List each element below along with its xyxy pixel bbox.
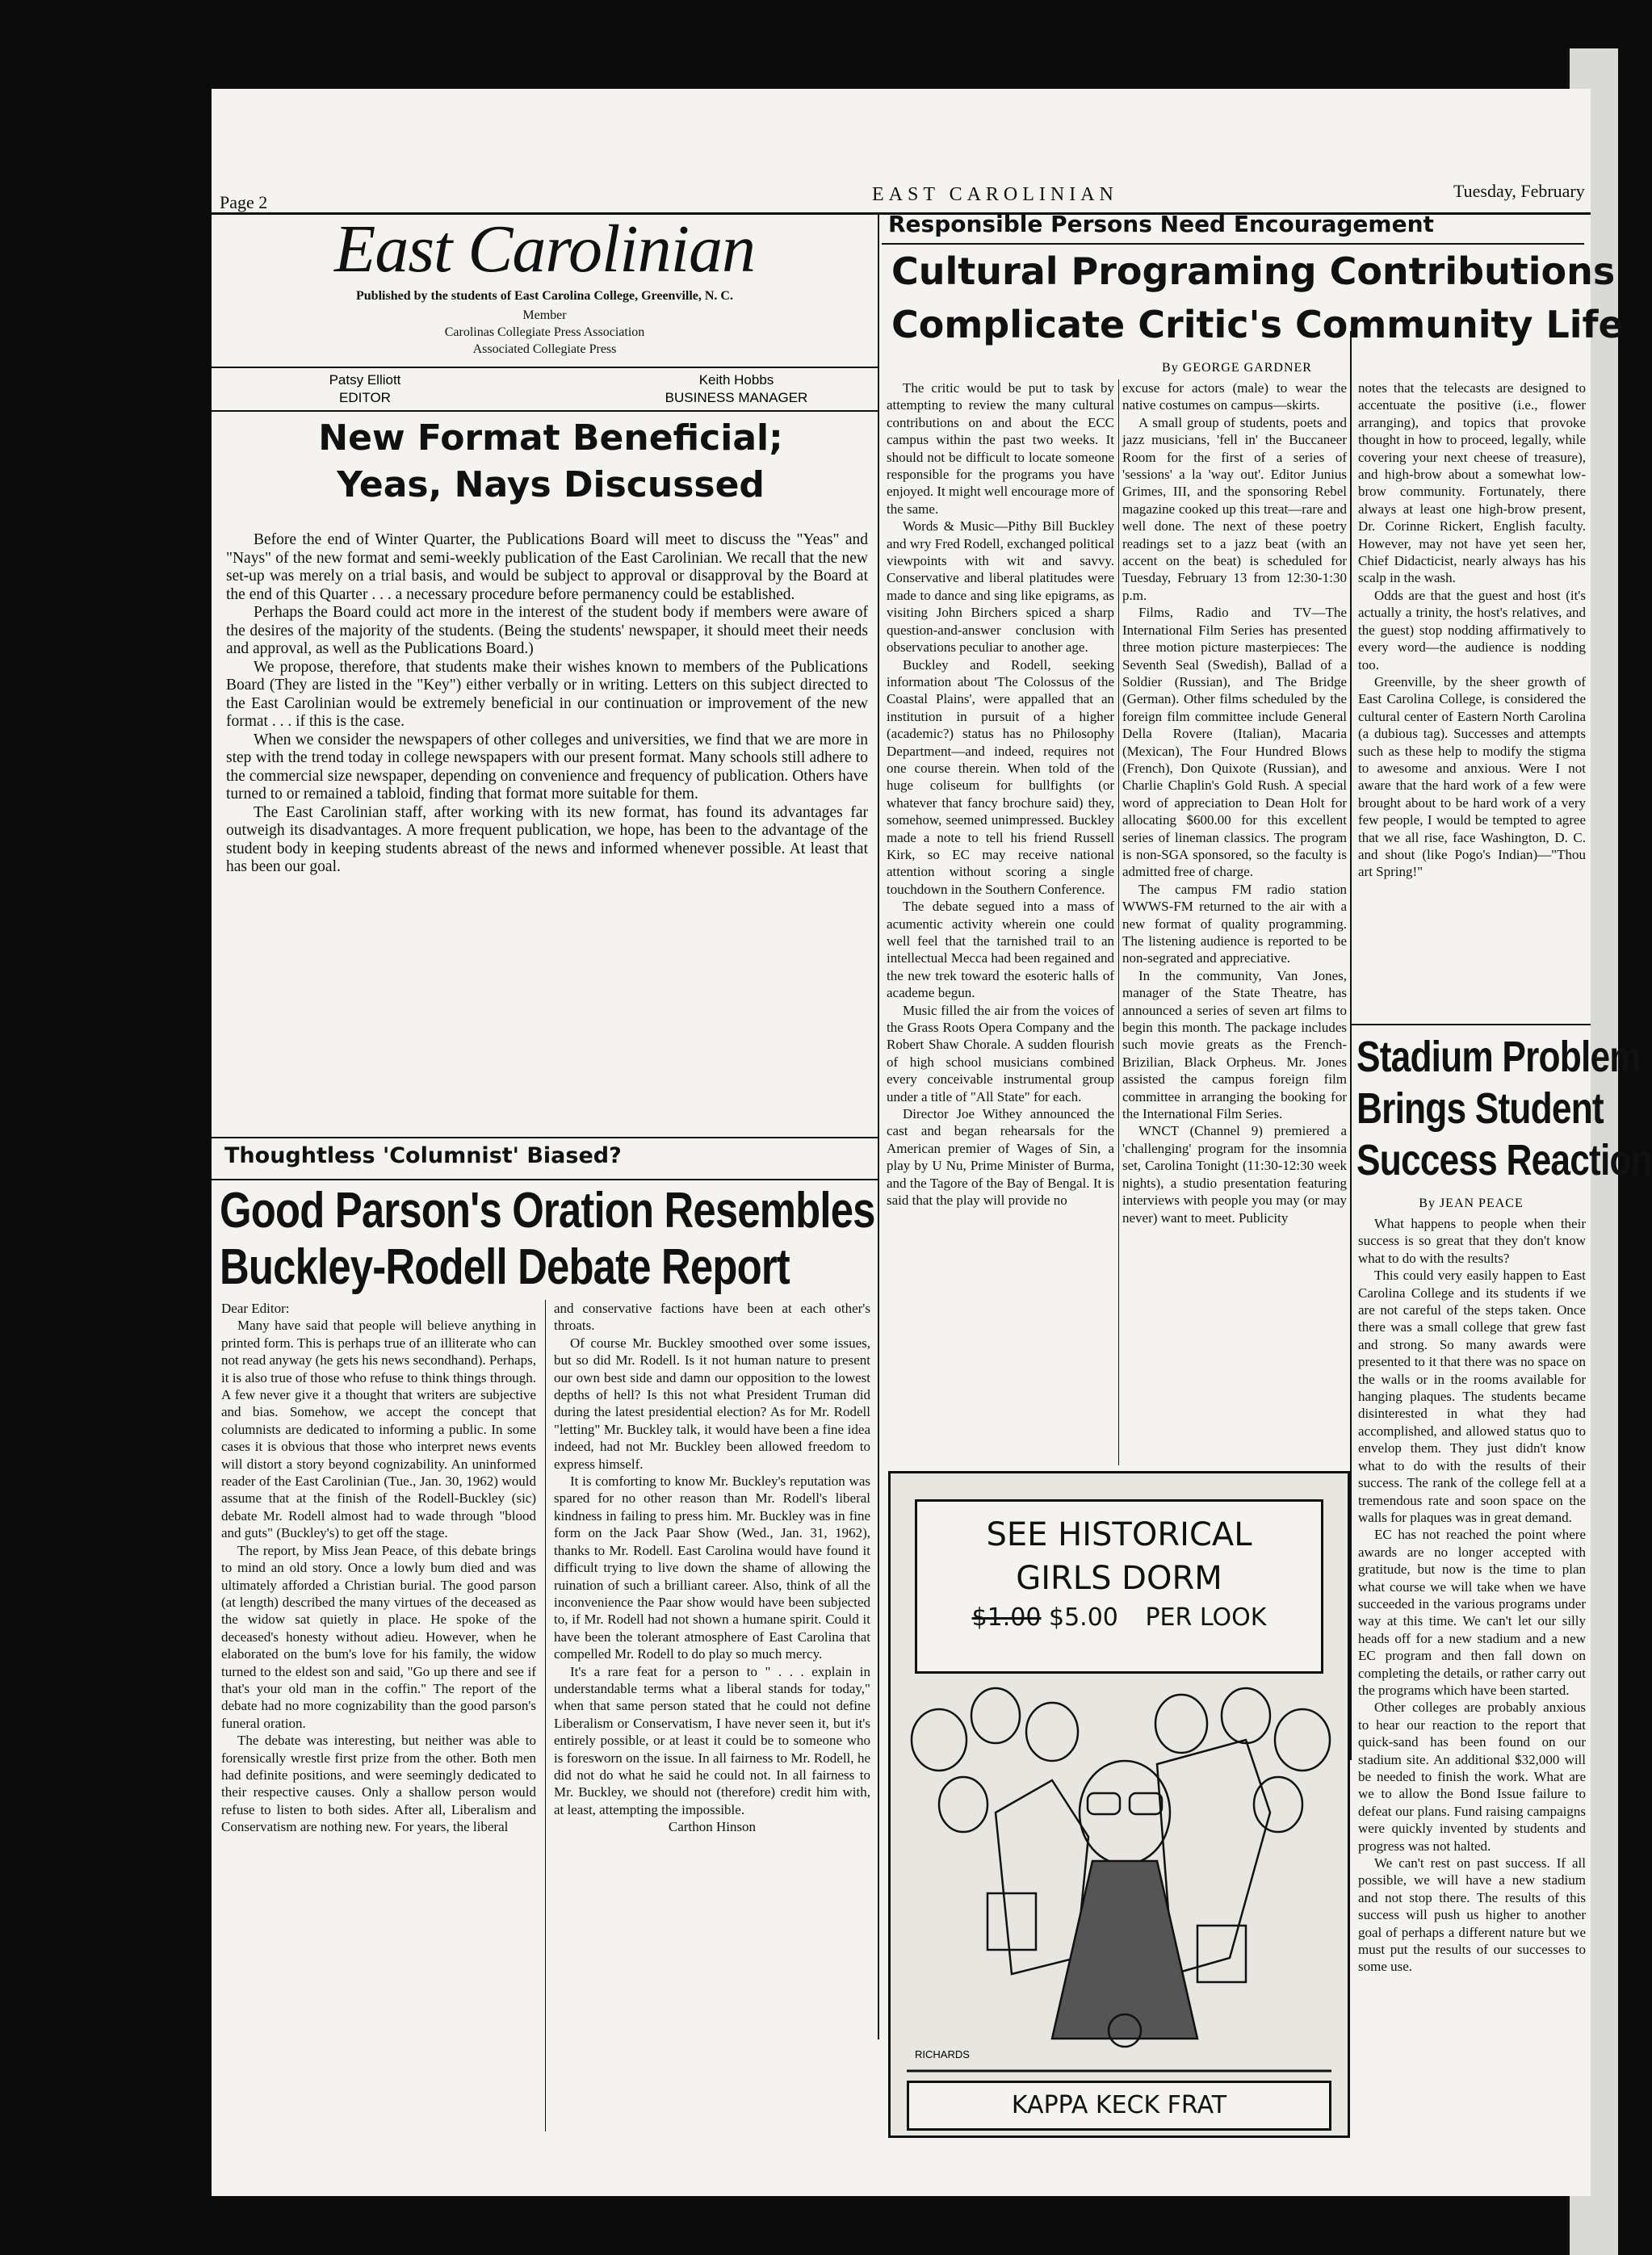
barker-glasses (1130, 1793, 1162, 1814)
review-column-3 (1358, 379, 1586, 881)
sweater-letter (1197, 1926, 1246, 1982)
editor-name: Patsy Elliott (329, 372, 401, 388)
column-divider-left (878, 215, 879, 2039)
letter-paragraph: It's a rare feat for a person to " . . . explain in understandable terms what a liberal stands for today," when that same person stated that he could not define Liberalism or Conservatism, I have never seen it, but it's entirely possible, or at least it could be to someone who is foresworn on the issue. In all fairness to Mr. Rodell, he did not do what he said he could not. In all fairness to Mr. Buckley, we should not (therefore) credit him with, at least, attempting the impossible. (554, 1663, 870, 1817)
stadium-headline-3: Success Reaction (1356, 1136, 1652, 1184)
review-paragraph: The critic would be put to task by attempting to review the many cultural contributions on and about the ECC campus within the past two weeks. It should not be difficult to locate someone responsible for the programs you have enjoyed. It might well encourage more of the same. (887, 380, 1114, 517)
sign-old-price: $1.00 (971, 1603, 1042, 1632)
editorial-paragraph: Perhaps the Board could act more in the interest of the student body if members were aware of the desires of the majority of the students. (Being the students' newspaper, it should meet their needs and approval, as well as the Publications Board.) (226, 604, 868, 657)
sign-line-3: PER LOOK (1145, 1603, 1267, 1632)
review-column-divider (1118, 379, 1119, 1465)
review-byline: By GEORGE GARDNER (1162, 361, 1312, 375)
review-paragraph: WNCT (Channel 9) premiered a 'challenging' program for the insomnia set, Carolina Tonight (11:30-12:30 week nights), a studio presentation featuring interviews with people you may (or may never) want to meet. Publicity (1122, 1123, 1347, 1226)
masthead-association-2: Associated Collegiate Press (472, 342, 617, 356)
review-paragraph: Music filled the air from the voices of the Grass Roots Opera Company and the Robert Shaw Chorale. A sudden flourish of high school musicians combined every conceivable instrumental group under a title of "All State" for each. (887, 1002, 1114, 1104)
sweater-letter (987, 1893, 1036, 1950)
header-date: Tuesday, February (1453, 181, 1585, 201)
letter-kicker: Thoughtless 'Columnist' Biased? (224, 1143, 622, 1168)
review-headline-1: Cultural Programing Contributions (891, 249, 1616, 293)
manager-name: Keith Hobbs (698, 372, 774, 388)
letter-salutation: Dear Editor: (221, 1301, 290, 1316)
letter-headline-2: Buckley-Rodell Debate Report (220, 1239, 790, 1295)
letter-column-2 (554, 1300, 870, 1836)
header-paper-name: EAST CAROLINIAN (872, 184, 1118, 205)
editorial-headline-2: Yeas, Nays Discussed (337, 464, 765, 505)
review-paragraph: A small group of students, poets and jazz musicians, 'fell in' the Buccaneer Room for the first of a series of 'sessions' a la 'way out'. Editor Junius Grimes, III, and the sponsoring Rebel magazine cooked up this treat—rare and well done. The next of these poetry readings set to a jazz beat (with an accent on the beat) is scheduled for Tuesday, February 13 from 12:30-1:30 p.m. (1122, 414, 1347, 603)
letter-paragraph: Of course Mr. Buckley smoothed over some issues, but so did Mr. Rodell. Is it not human nature to present our own best side and damn our opposition to the lowest depths of hell? Is this not what President Truman did during the latest presidential election? As for Mr. Rodell "letting" Mr. Buckley talk, it would have been a fine idea indeed, had not Mr. Buckley been allowed freedom to express himself. (554, 1335, 870, 1472)
letter-paragraph: The report, by Miss Jean Peace, of this debate brings to mind an old story. Once a lowly bum died and was ultimately afforded a Christian burial. The good parson (at length) described the many virtues of the deceased as the widow sat quietly in place. He spoke of the deceased's honesty without adieu. However, when he elaborated on the bum's love for his family, the widow turned to the eldest son and said, "Go up there and see if that's your old man in the coffin." The report of the debate had no more cognizability than the good parson's funeral oration. (221, 1542, 536, 1731)
masthead-rule-top (212, 367, 878, 368)
review-paragraph: In the community, Van Jones, manager of the State Theatre, has announced a series of seven art films to begin this month. The package includes such movie greats as the French-Brizilian, Black Orpheus. Mr. Jones assisted the campus foreign film committee in arranging the booking for the International Film Series. (1122, 967, 1347, 1122)
editorial-headline-1: New Format Beneficial; (318, 417, 783, 459)
letter-paragraph: and conservative factions have been at each other's throats. (554, 1301, 870, 1334)
editorial-paragraph: Before the end of Winter Quarter, the Publications Board will meet to discuss the "Yeas" and "Nays" of the new format and semi-weekly publication of the East Carolinian. We recall that the new set-up was merely on a trial basis, and would be subject to approval or disapproval by the Board at the end of this Quarter . . . a necessary procedure before permanency could be established. (226, 531, 868, 603)
review-paragraph: Buckley and Rodell, seeking information about 'The Colossus of the Coastal Plains', were appalled that an institution in pursuit of a higher (academic?) status has no Philosophy Department—and indeed, requires not one course therein. When told of the huge coliseum for bullfights (or whatever that fancy brochure said) they, somehow, seemed unimpressed. Buckley made a note to tell his friend Russell Kirk, so EC may receive national attention without scoring a single touchdown in the Southern Conference. (887, 656, 1114, 897)
editorial-end-rule (212, 1137, 878, 1138)
editor-title: EDITOR (339, 390, 391, 405)
editorial-body (226, 531, 868, 877)
stadium-paragraph: What happens to people when their success is so great that they don't know what to do with the results? (1358, 1216, 1586, 1266)
editorial-cartoon (888, 1471, 1350, 2138)
review-end-rule (1352, 1024, 1591, 1025)
crowd-face (939, 1777, 987, 1832)
masthead-member: Member (522, 308, 567, 322)
review-headline-2: Complicate Critic's Community Life (891, 303, 1624, 346)
letter-column-1 (221, 1300, 536, 1836)
stadium-paragraph: Other colleges are probably anxious to hear our reaction to the report that quick-sand has been found on our stadium site. An additional $32,000 will be needed to finish the work. What are we to allow the Bond Issue failure to defeat our plans. Fund raising campaigns were quickly invented by students and progress was not halted. (1358, 1700, 1586, 1854)
page-number: Page 2 (220, 192, 268, 212)
review-paragraph: excuse for actors (male) to wear the native costumes on campus—skirts. (1122, 380, 1347, 413)
review-column-2 (1122, 379, 1347, 1226)
barker-head (1080, 1761, 1170, 1864)
letter-paragraph: The debate was interesting, but neither was able to forensically wrestle first prize from the other. Both men had definite positions, and were seemingly dedicated to their respective causes. Only a shallow person would refuse to listen to both sides. After all, Liberalism and Conservatism are nothing new. For years, the liberal (221, 1733, 536, 1835)
review-kicker: Responsible Persons Need Encouragement (888, 211, 1434, 237)
crowd-face (1222, 1688, 1270, 1743)
letter-paragraph: It is comforting to know Mr. Buckley's reputation was spared for no other reason than Mr. Rodell's liberal kindness in failing to press him. Mr. Buckley was in fine form on the Jack Paar Show (Wed., Jan. 31, 1962), thanks to Mr. Rodell. East Carolina would have found it difficult trying to live down the shame of allowing the ruination of such a brilliant career. Also, think of all the inconvenience the Paar show would have been subjected to, if Mr. Rodell had not shown a humane spirit. Could it have been the tolerant atmosphere of East Carolina that compelled Mr. Rodell to do play so much mercy. (554, 1473, 870, 1662)
crowd-face (1275, 1709, 1330, 1771)
column-divider-right (1350, 331, 1352, 1760)
editorial-paragraph: The East Carolinian staff, after working with its new format, has found its advantages far outweigh its disadvantages. A more frequent publication, we hope, has been to the advantage of the student body in keeping students abreast of the news and informed whenever possible. At least that has been our goal. (226, 803, 868, 875)
crowd-face (912, 1709, 966, 1771)
masthead-published-by: Published by the students of East Carolina College, Greenville, N. C. (356, 289, 733, 303)
crowd-face (1155, 1695, 1207, 1753)
letter-paragraph: Many have said that people will believe anything in printed form. This is perhaps true of an illiterate who can not read anyway (he gets his news secondhand). Perhaps, it is also true of those who refuse to think things through. A few never give it a thought that writers are subjective and bias. Somehow, we accept the concept that columnists are dedicated to informing a public. In some cases it is obvious that those who interpret news events will distort a story beyond cognizability. An uninformed reader of the East Carolinian (Tue., Jan. 30, 1962) would assume that at the finish of the Rodell-Buckley (sic) debate Mr. Rodell almost had to wade through "blood and guts" (Buckley's) to get off the stage. (221, 1318, 536, 1541)
stadium-body (1358, 1215, 1586, 1976)
review-column-1 (887, 379, 1114, 1209)
review-paragraph: Greenville, by the sheer growth of East Carolina College, is considered the cultural center of Eastern North Carolina (a dubious tag). Successes and attempts such as these help to modify the stigma to awesome and anxious. Were I not aware that the hard work of a few were brought about to be hard work of a very few people, I would be tempted to agree that we all rise, face Washington, D. C. and shout (like Pogo's Indian)—"Thou art Spring!" (1358, 673, 1586, 880)
megaphone (1052, 1861, 1197, 2039)
stadium-headline-2: Brings Student (1356, 1084, 1604, 1133)
newspaper-page (212, 89, 1652, 2196)
historical-dorm-sign (915, 1499, 1323, 1674)
review-paragraph: notes that the telecasts are designed to accentuate the positive (i.e., flower arranging), and topics that provoke thought in how to proceed, legally, while covering your next cheese of treasure), and high-brow about a somewhat low-brow community. Fortunately, there always at least one high-brow present, Dr. Corinne Rickert, English faculty. However, may not have yet seen her, Chief Didacticist, nearly always has his scalp in the wash. (1358, 380, 1586, 586)
frat-sign: KAPPA KECK FRAT (907, 2081, 1331, 2131)
review-paragraph: Films, Radio and TV—The International Film Series has presented three motion picture masterpieces: The Seventh Seal (Swedish), Ballad of a Soldier (Russian), and The Bridge (German). Other films scheduled by the foreign film committee include General Della Rovere (Italian), Macaria (Mexican), The Four Hundred Blows (French), Don Quixote (Russian), and Charlie Chaplin's Gold Rush. A special word of appreciation to Dean Holt for allocating $600.00 for this excellent series of lineman classics. The program is non-SGA sponsored, so the faculty is admitted free of charge. (1122, 605, 1347, 880)
review-paragraph: Director Joe Withey announced the cast and began rehearsals for the American premier of Wages of Sin, a play by U Nu, Prime Minister of Burma, and the Tagore of the Bay of Bengal. It is said that the play will provide no (887, 1106, 1114, 1209)
editorial-paragraph: When we consider the newspapers of other colleges and universities, we find that we are more in step with the trend today in college newspapers with our present format. Many schools still adhere to the commercial size newspaper, depending on convenience and frequency of publication. Others have turned to or remained a tabloid, finding that format more suitable for them. (226, 731, 868, 803)
review-paragraph: Words & Music—Pithy Bill Buckley and wry Fred Rodell, exchanged political viewpoints with wit and savvy. Conservative and liberal platitudes were made to dance and sing like epigrams, as visiting John Birchers spiced a sharp question-and-answer conclusion with observations peculiar to another age. (887, 518, 1114, 656)
sign-line-1: SEE HISTORICAL (986, 1516, 1252, 1553)
stadium-paragraph: We can't rest on past success. If all possible, we will have a new stadium and not stop there. The results of this success will push us higher to another goal of perhaps a different nature but we must put the results of our successes to some use. (1358, 1855, 1586, 1975)
stadium-headline-1: Stadium Problem (1356, 1033, 1641, 1081)
crowd-face (1026, 1703, 1078, 1761)
masthead-association-1: Carolinas Collegiate Press Association (444, 325, 645, 339)
letter-signature: Carthon Hinson (668, 1819, 757, 1835)
stadium-paragraph: EC has not reached the point where awards are no longer accepted with gratitude, but now is the time to plan what course we will take when we have succeeded in the various programs under way at this time. We can't let our silly heads off for a new stadium and a new EC program and then fall down on completing the details, or rather carry out the programs which have been started. (1358, 1527, 1586, 1698)
cartoon-artist-signature: RICHARDS (915, 2048, 970, 2060)
manager-title: BUSINESS MANAGER (665, 390, 808, 405)
sign-line-2: GIRLS DORM (1016, 1560, 1222, 1597)
crowd-face (971, 1688, 1020, 1743)
letter-kicker-rule (212, 1179, 878, 1180)
letter-column-divider (545, 1300, 546, 2131)
sign-new-price: $5.00 (1049, 1603, 1118, 1632)
masthead-rule-bottom (212, 410, 878, 412)
review-paragraph: The campus FM radio station WWWS-FM returned to the air with a new format of quality programming. The listening audience is reported to be non-segrated and appreciative. (1122, 881, 1347, 966)
editorial-paragraph: We propose, therefore, that students make their wishes known to members of the Publications Board (They are listed in the "Key") either verbally or in writing. Letters on this subject directed to the East Carolinian would be extremely beneficial in our continuation or improvement of the new format . . . if this is the case. (226, 658, 868, 730)
review-kicker-rule (882, 243, 1584, 245)
masthead-title: East Carolinian (334, 212, 755, 287)
review-paragraph: Odds are that the guest and host (it's actually a trinity, the host's relatives, and the guest) stop nodding affirmatively to every word—the audience is nodding too. (1358, 587, 1586, 673)
stadium-paragraph: This could very easily happen to East Carolina College and its students if we are not careful of the steps taken. Once there was a small college that grew fast and strong. So many awards were presented to it that there was no space on the walls or in the rooms available for hanging plaques. The students became disinterested in what they had accomplished, and allowed status quo to envelop them. They just didn't know what to do with the results of their success. The rank of the college fell at a tremendous rate and soon space on the walls for plaques was in great demand. (1358, 1268, 1586, 1525)
letter-headline-1: Good Parson's Oration Resembles (220, 1183, 875, 1239)
barker-glasses (1088, 1793, 1120, 1814)
review-paragraph: The debate segued into a mass of acumentic activity wherein one could well feel that the tarnished trail to an intellectual Mecca had been regained and the new trek toward the esoteric halls of academe begun. (887, 899, 1114, 1001)
stadium-byline: By JEAN PEACE (1419, 1197, 1524, 1210)
